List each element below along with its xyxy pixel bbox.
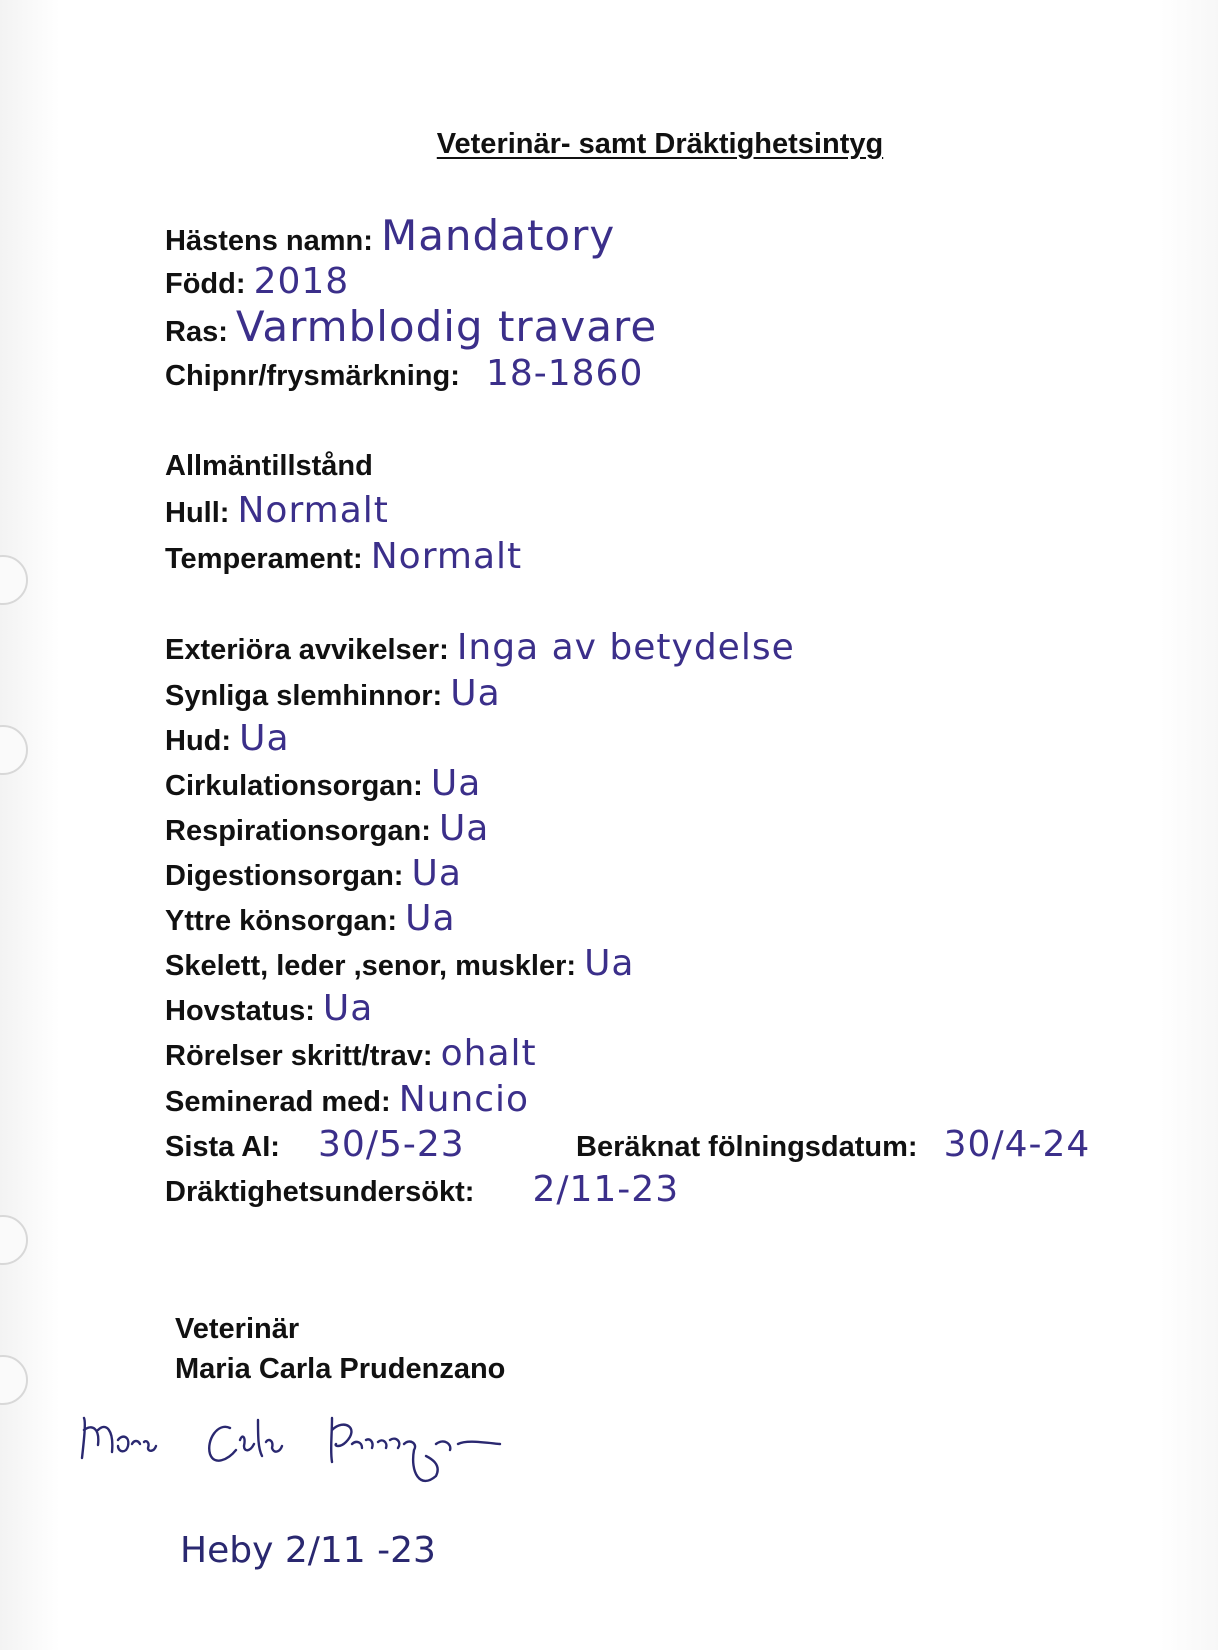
skin-label: Hud:: [165, 725, 232, 757]
chip-row: [165, 353, 644, 394]
digestion-row: [165, 853, 462, 894]
circulation-row: [165, 763, 482, 804]
digestion-label: Digestionsorgan:: [165, 860, 404, 892]
foaling-row: [576, 1124, 1091, 1165]
genital-row: [165, 898, 456, 939]
last-ai-label: Sista AI:: [165, 1131, 280, 1163]
respiration-row: [165, 808, 490, 849]
signer-name: Maria Carla Prudenzano: [175, 1353, 506, 1385]
mucosa-label: Synliga slemhinnor:: [165, 680, 443, 712]
respiration-label: Respirationsorgan:: [165, 815, 431, 847]
temperament-label: Temperament:: [165, 543, 363, 575]
skin-row: [165, 718, 290, 759]
signer-role: Veterinär: [175, 1313, 300, 1345]
exterior-label: Exteriöra avvikelser:: [165, 634, 449, 666]
hull-value: Normalt: [237, 490, 389, 531]
hull-label: Hull:: [165, 497, 230, 529]
punch-hole: [0, 1215, 28, 1265]
breed-label: Ras:: [165, 316, 228, 348]
born-row: [165, 261, 350, 302]
genital-value: Ua: [405, 898, 456, 939]
hoof-label: Hovstatus:: [165, 995, 315, 1027]
foaling-value: 30/4-24: [943, 1124, 1091, 1165]
hoof-value: Ua: [322, 988, 374, 1029]
punch-hole: [0, 555, 28, 605]
born-value: 2018: [253, 261, 350, 302]
movement-label: Rörelser skritt/trav:: [165, 1040, 433, 1072]
chip-label: Chipnr/frysmärkning:: [165, 360, 460, 392]
circulation-label: Cirkulationsorgan:: [165, 770, 423, 802]
circulation-value: Ua: [430, 763, 482, 804]
movement-value: ohalt: [440, 1033, 537, 1074]
signature-block: [175, 1309, 505, 1389]
breed-row: [165, 302, 658, 351]
document-title: Veterinär- samt Dräktighetsintyg: [436, 128, 884, 160]
pregnancy-row: [165, 1169, 680, 1210]
punch-hole: [0, 1355, 28, 1405]
movement-row: [165, 1033, 537, 1074]
respiration-value: Ua: [438, 808, 490, 849]
chip-value: 18-1860: [485, 353, 644, 394]
temperament-value: Normalt: [370, 536, 523, 577]
skeleton-row: [165, 943, 635, 984]
temperament-row: [165, 536, 523, 577]
handwritten-signature: [70, 1400, 530, 1510]
foaling-label: Beräknat fölningsdatum:: [576, 1131, 918, 1163]
born-label: Född:: [165, 268, 246, 300]
horse-name-value: Mandatory: [380, 211, 616, 260]
exterior-value: Inga av betydelse: [456, 627, 795, 668]
horse-name-row: [165, 211, 616, 260]
exterior-row: [165, 627, 795, 668]
semen-value: Nuncio: [398, 1079, 530, 1120]
skeleton-label: Skelett, leder ,senor, muskler:: [165, 950, 577, 982]
semen-row: [165, 1079, 530, 1120]
hoof-row: [165, 988, 374, 1029]
last-ai-row: [165, 1124, 465, 1165]
punch-hole: [0, 725, 28, 775]
horse-name-label: Hästens namn:: [165, 225, 373, 257]
general-heading: Allmäntillstånd: [165, 450, 373, 482]
pregnancy-label: Dräktighetsundersökt:: [165, 1176, 475, 1208]
mucosa-row: [165, 673, 501, 714]
digestion-value: Ua: [411, 853, 462, 894]
skeleton-value: Ua: [584, 943, 635, 984]
mucosa-value: Ua: [450, 673, 501, 714]
hull-row: [165, 490, 389, 531]
genital-label: Yttre könsorgan:: [165, 905, 398, 937]
last-ai-value: 30/5-23: [318, 1124, 465, 1165]
semen-label: Seminerad med:: [165, 1086, 391, 1118]
place-date: Heby 2/11 -23: [180, 1530, 436, 1571]
pregnancy-value: 2/11-23: [532, 1169, 680, 1210]
breed-value: Varmblodig travare: [235, 302, 658, 351]
skin-value: Ua: [239, 718, 290, 759]
